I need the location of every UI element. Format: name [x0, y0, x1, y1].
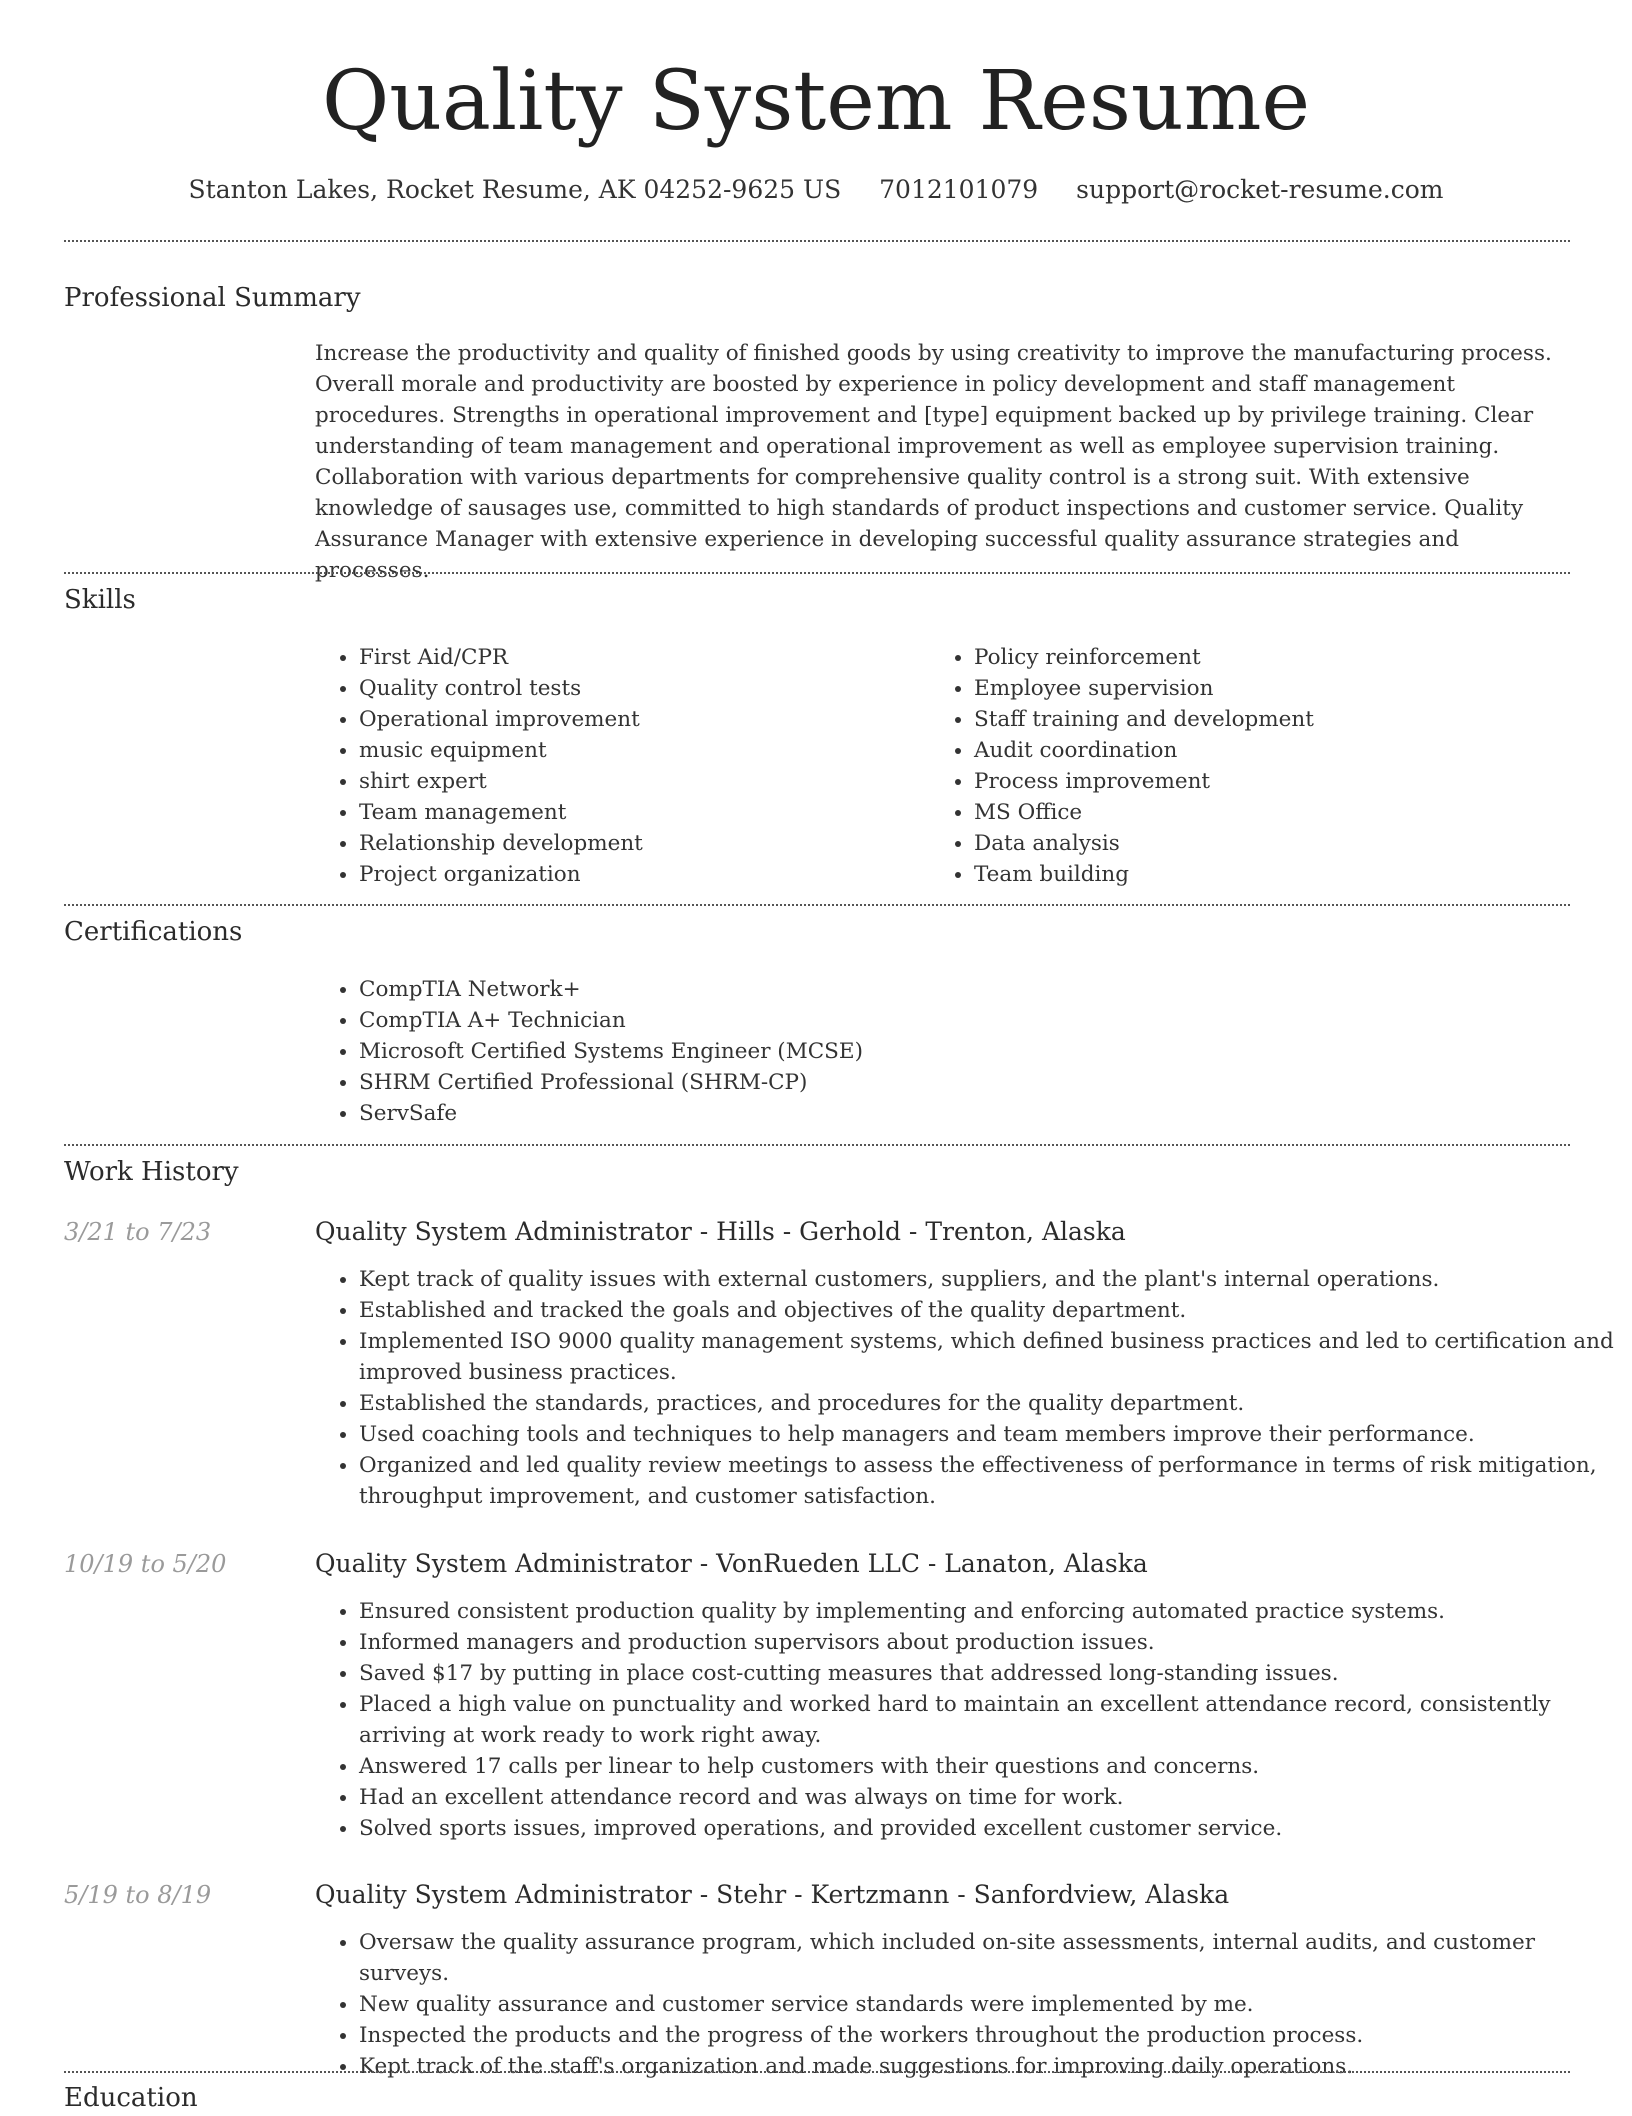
- summary-text: Increase the productivity and quality of finished goods by using creativity to improve the manufacturing process. Overall morale and productivity are boosted by experience in policy development and staff management procedures. Strengths in operational improvement and [type] equipment backed up by privilege training. Clear understanding of team management and operational improvement as well as employee supervision training. Collaboration with various departments for comprehensive quality control is a strong suit. With extensive knowledge of sausages use, committed to high standards of product inspections and customer service. Quality Assurance Manager with extensive experience in developing successful quality assurance strategies and processes.: [315, 341, 1552, 583]
- skill-item: • Operational improvement: [359, 704, 919, 735]
- skills-heading: Skills: [64, 585, 136, 615]
- job-bullet: • Implemented ISO 9000 quality management systems, which defined business practices and led to certification and improved business practices.: [359, 1326, 1614, 1388]
- job-bullet: • Kept track of quality issues with external customers, suppliers, and the plant's internal operations.: [359, 1264, 1614, 1295]
- contact-email[interactable]: support@rocket-resume.com: [1076, 175, 1444, 204]
- certification-item: • CompTIA A+ Technician: [359, 1005, 1614, 1036]
- contact-phone: 7012101079: [879, 175, 1039, 204]
- job-title: Quality System Administrator - Hills - Gerhold - Trenton, Alaska: [315, 1217, 1126, 1246]
- summary-heading: Professional Summary: [64, 283, 361, 313]
- job-bullet: • Ensured consistent production quality by implementing and enforcing automated practice systems.: [359, 1596, 1614, 1627]
- section-divider: [64, 572, 1570, 574]
- skill-item: • Staff training and development: [974, 704, 1574, 735]
- job-bullet: • Established the standards, practices, and procedures for the quality department.: [359, 1388, 1614, 1419]
- skills-list-right: [930, 642, 1574, 890]
- skill-item: • Audit coordination: [974, 735, 1574, 766]
- job-bullet: • New quality assurance and customer service standards were implemented by me.: [359, 1989, 1614, 2020]
- skill-item: • Quality control tests: [359, 673, 919, 704]
- contact-line: [0, 170, 1632, 210]
- job-dates: 3/21 to 7/23: [64, 1218, 212, 1246]
- job-bullet: • Inspected the products and the progress of the workers throughout the production process.: [359, 2020, 1614, 2051]
- skill-item: • Process improvement: [974, 766, 1574, 797]
- work-history-heading: Work History: [64, 1157, 239, 1187]
- job-bullet: • Organized and led quality review meetings to assess the effectiveness of performance in terms of risk mitigation, throughput improvement, and customer satisfaction.: [359, 1450, 1614, 1512]
- contact-address: Stanton Lakes, Rocket Resume, AK 04252-9625 US: [188, 175, 842, 204]
- skill-item: • Project organization: [359, 859, 919, 890]
- certification-item: • Microsoft Certified Systems Engineer (MCSE): [359, 1036, 1614, 1067]
- section-divider: [64, 240, 1570, 242]
- certification-item: • SHRM Certified Professional (SHRM-CP): [359, 1067, 1614, 1098]
- skill-item: • music equipment: [359, 735, 919, 766]
- job-bullet: • Had an excellent attendance record and was always on time for work.: [359, 1782, 1614, 1813]
- skill-item: • Employee supervision: [974, 673, 1574, 704]
- job-bullet: • Used coaching tools and techniques to help managers and team members improve their performance.: [359, 1419, 1614, 1450]
- certification-item: • CompTIA Network+: [359, 974, 1614, 1005]
- skill-item: • shirt expert: [359, 766, 919, 797]
- job-bullet: • Placed a high value on punctuality and worked hard to maintain an excellent attendance record, consistently arriving at work ready to work right away.: [359, 1689, 1614, 1751]
- job-bullet: • Established and tracked the goals and objectives of the quality department.: [359, 1295, 1614, 1326]
- job-bullet: • Solved sports issues, improved operations, and provided excellent customer service.: [359, 1813, 1614, 1844]
- skill-item: • Policy reinforcement: [974, 642, 1574, 673]
- job-title: Quality System Administrator - Stehr - Kertzmann - Sanfordview, Alaska: [315, 1880, 1230, 1909]
- section-divider: [64, 2071, 1570, 2073]
- education-heading: Education: [64, 2083, 198, 2113]
- section-divider: [64, 1144, 1570, 1146]
- job-title: Quality System Administrator - VonRueden LLC - Lanaton, Alaska: [315, 1549, 1148, 1578]
- skills-list-left: [315, 642, 919, 890]
- job-bullets: [315, 1927, 1614, 2082]
- certifications-list: [315, 974, 1614, 1129]
- job-bullets: [315, 1264, 1614, 1512]
- skill-item: • Team management: [359, 797, 919, 828]
- job-dates: 10/19 to 5/20: [64, 1550, 227, 1578]
- job-bullet: • Informed managers and production supervisors about production issues.: [359, 1627, 1614, 1658]
- certifications-heading: Certifications: [64, 917, 243, 947]
- job-bullet: • Oversaw the quality assurance program, which included on-site assessments, internal audits, and customer surveys.: [359, 1927, 1614, 1989]
- job-bullet: • Answered 17 calls per linear to help customers with their questions and concerns.: [359, 1751, 1614, 1782]
- skill-item: • Relationship development: [359, 828, 919, 859]
- resume-title: Quality System Resume: [321, 54, 1311, 149]
- job-bullet: • Kept track of the staff's organization and made suggestions for improving daily operations.: [359, 2051, 1614, 2082]
- certification-item: • ServSafe: [359, 1098, 1614, 1129]
- skill-item: • MS Office: [974, 797, 1574, 828]
- job-bullets: [315, 1596, 1614, 1844]
- skill-item: • Data analysis: [974, 828, 1574, 859]
- skill-item: • Team building: [974, 859, 1574, 890]
- skill-item: • First Aid/CPR: [359, 642, 919, 673]
- job-bullet: • Saved $17 by putting in place cost-cutting measures that addressed long-standing issues.: [359, 1658, 1614, 1689]
- job-dates: 5/19 to 8/19: [64, 1881, 212, 1909]
- section-divider: [64, 904, 1570, 906]
